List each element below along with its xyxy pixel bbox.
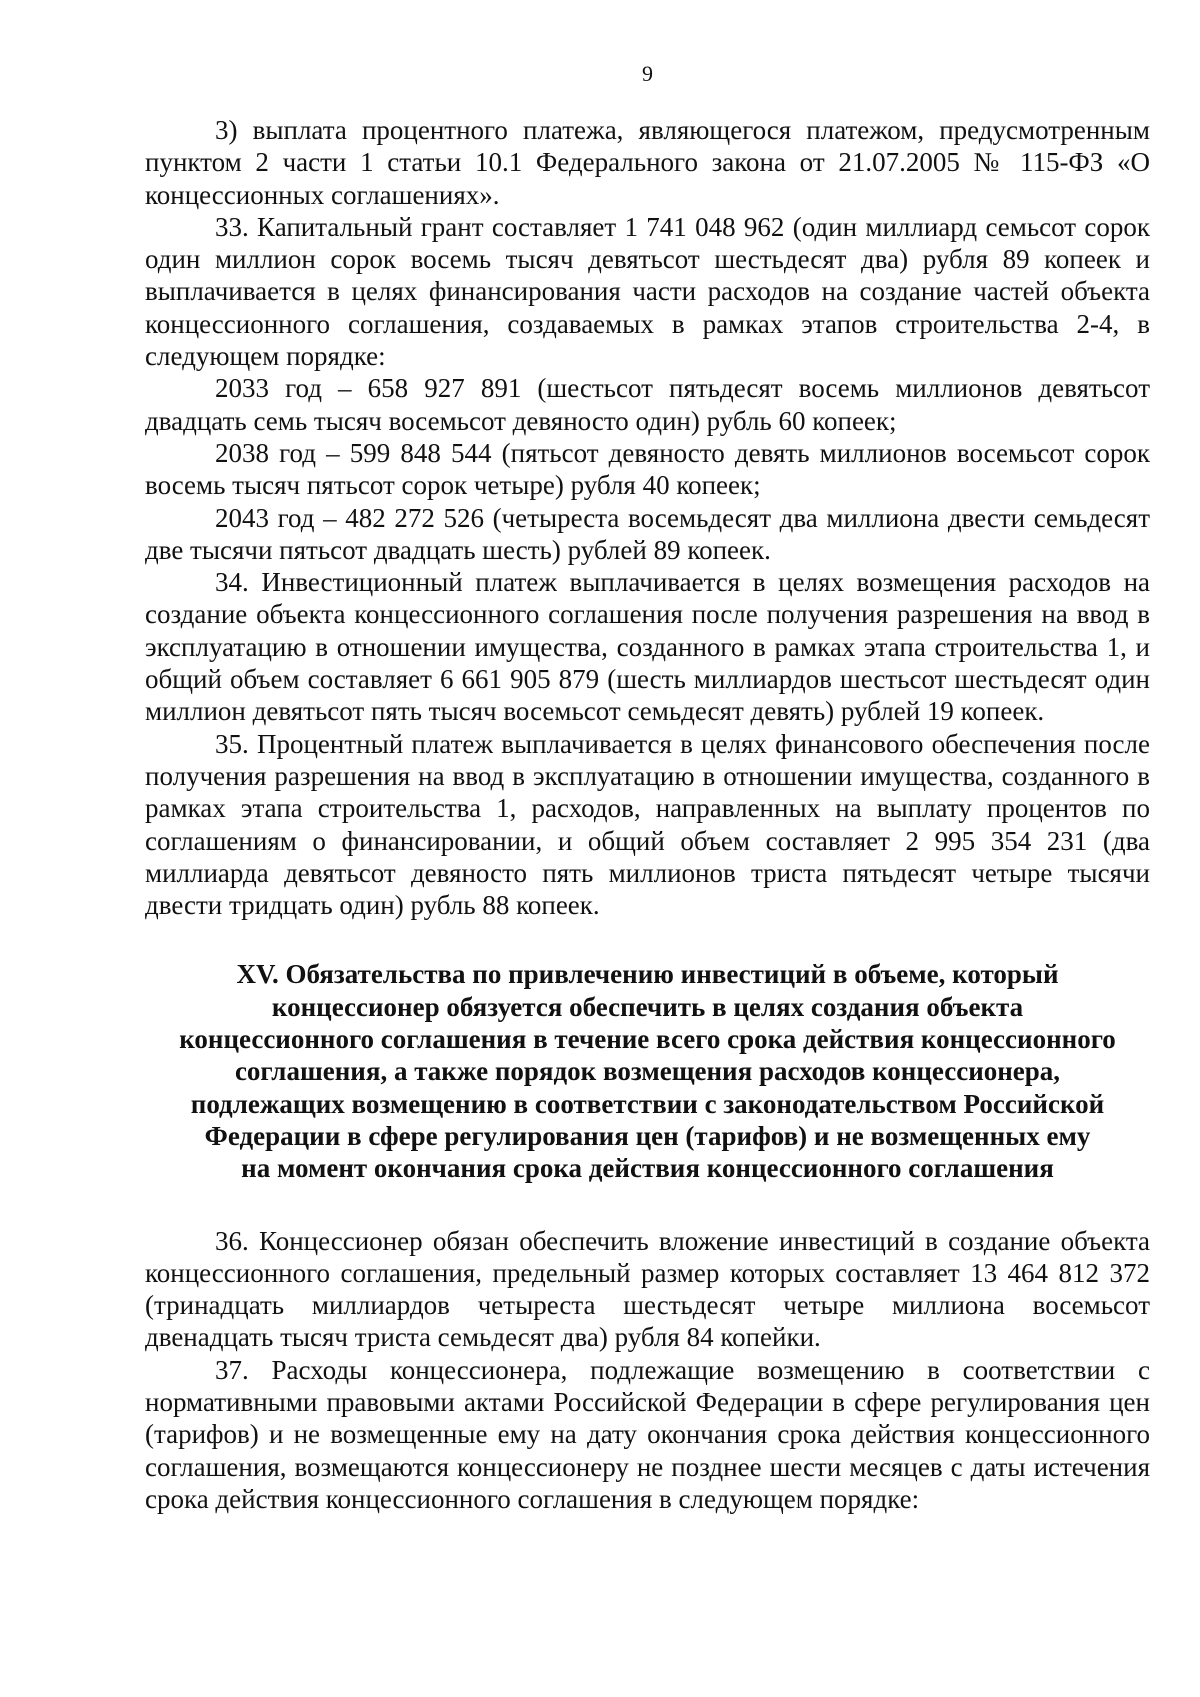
paragraph-item-3: 3) выплата процентного платежа, являющегося платежом, предусмотренным пунктом 2 части 1 статьи 10.1 Федерального закона от 21.07.2005 № 115-ФЗ «О концессионных соглашениях». [145, 115, 1150, 210]
section-heading-line: концессионер обязуется обеспечить в целях создания объекта [271, 991, 1024, 1022]
section-heading-line: Федерации в сфере регулирования цен (тарифов) и не возмещенных ему [204, 1120, 1091, 1151]
paragraph-36-investment-obligation: 36. Концессионер обязан обеспечить вложение инвестиций в создание объекта концессионного соглашения, предельный размер которых составляет 13 464 812 372 (тринадцать миллиардов четыреста шестьдесят четыре миллиона восемьсот двенадцать тысяч триста семьдесят два) рубля 84 копейки. [145, 1225, 1150, 1353]
section-heading-line: концессионного соглашения в течение всего срока действия концессионного [179, 1024, 1116, 1055]
paragraph-37-expense-reimbursement: 37. Расходы концессионера, подлежащие возмещению в соответствии с нормативными правовыми актами Российской Федерации в сфере регулирования цен (тарифов) и не возмещенные ему на дату окончания срока действия концессионного соглашения, возмещаются концессионеру не позднее шести месяцев с даты истечения срока действия концессионного соглашения в следующем порядке: [145, 1354, 1150, 1514]
section-heading-line: XV. Обязательства по привлечению инвестиций в объеме, который [236, 959, 1059, 990]
paragraph-2043-payment: 2043 год – 482 272 526 (четыреста восемьдесят два миллиона двести семьдесят две тысячи пятьсот двадцать шесть) рублей 89 копеек. [145, 502, 1150, 565]
section-heading-line: соглашения, а также порядок возмещения расходов концессионера, [234, 1056, 1061, 1087]
section-heading-xv [145, 958, 1150, 1184]
section-heading-line: подлежащих возмещению в соответствии с законодательством Российской [190, 1088, 1105, 1119]
paragraph-2033-payment: 2033 год – 658 927 891 (шестьсот пятьдесят восемь миллионов девятьсот двадцать семь тысяч восемьсот девяносто один) рубль 60 копеек; [145, 373, 1150, 436]
paragraph-2038-payment: 2038 год – 599 848 544 (пятьсот девяносто девять миллионов восемьсот сорок восемь тысяч пятьсот сорок четыре) рубля 40 копеек; [145, 437, 1150, 501]
paragraph-35-interest-payment: 35. Процентный платеж выплачивается в целях финансового обеспечения после получения разрешения на ввод в эксплуатацию в отношении имущества, созданного в рамках этапа строительства 1, расходов, направленных на выплату процентов по соглашениям о финансировании, и общий объем составляет 2 995 354 231 (два миллиарда девятьсот девяносто пять миллионов триста пятьдесят четыре тысячи двести тридцать один) рубль 88 копеек. [145, 728, 1150, 921]
page-number: 9 [642, 61, 653, 86]
document-page [145, 60, 1150, 1515]
paragraph-33-capital-grant: 33. Капитальный грант составляет 1 741 048 962 (один миллиард семьсот сорок один миллион сорок восемь тысяч девятьсот шестьдесят два) рубля 89 копеек и выплачивается в целях финансирования части расходов на создание частей объекта концессионного соглашения, создаваемых в рамках этапов строительства 2-4, в следующем порядке: [145, 211, 1150, 372]
section-heading-line: на момент окончания срока действия концессионного соглашения [241, 1153, 1054, 1184]
paragraph-34-investment-payment: 34. Инвестиционный платеж выплачивается в целях возмещения расходов на создание объекта концессионного соглашения после получения разрешения на ввод в эксплуатацию в отношении имущества, созданного в рамках этапа строительства 1, и общий объем составляет 6 661 905 879 (шесть миллиардов шестьсот шестьдесят один миллион девятьсот пять тысяч восемьсот семьдесят девять) рублей 19 копеек. [145, 567, 1150, 727]
